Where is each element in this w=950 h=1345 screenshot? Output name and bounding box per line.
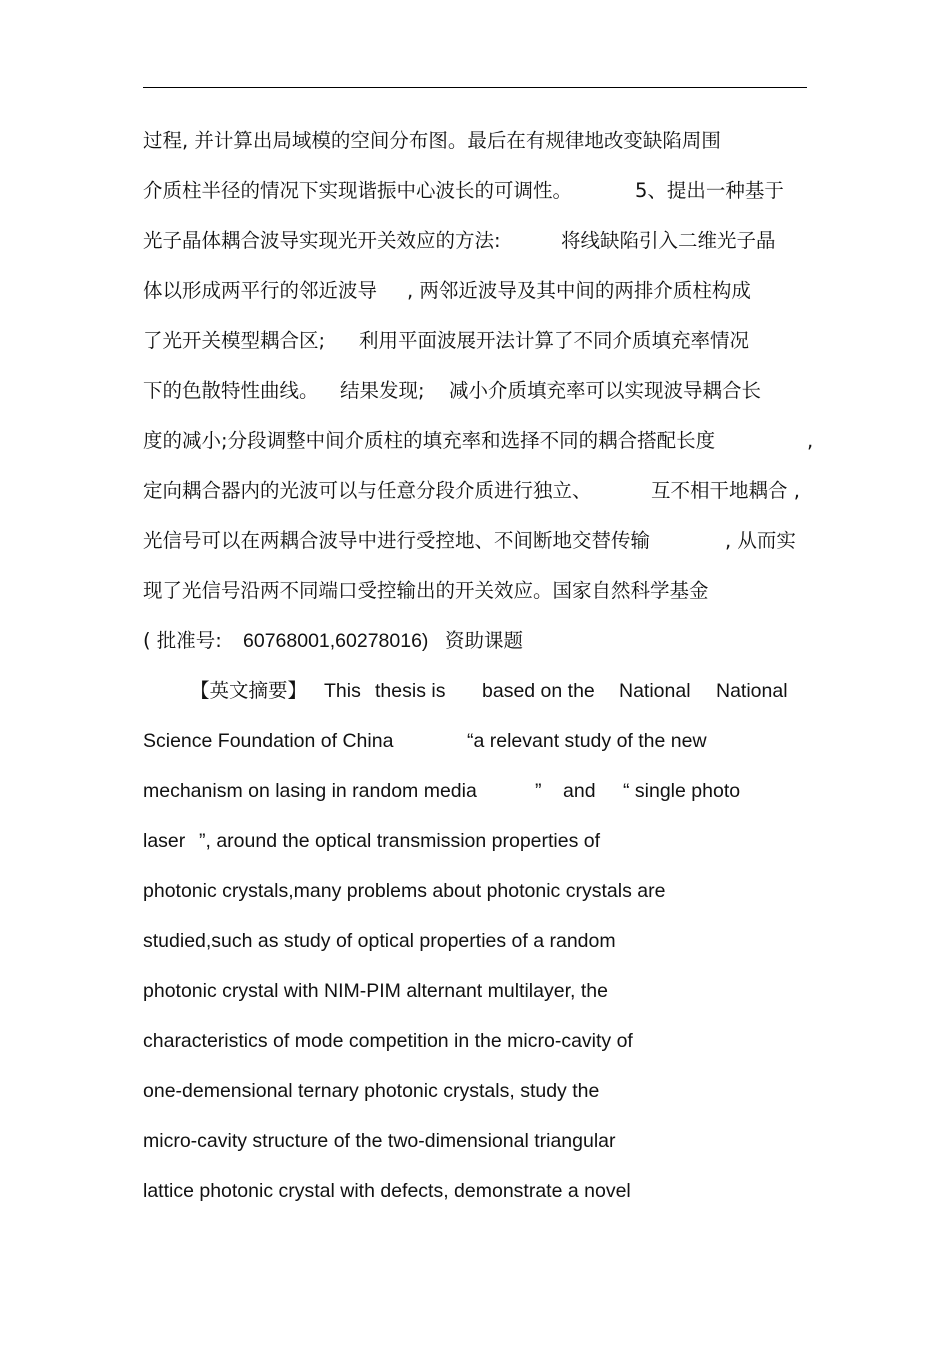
text-segment: 了光开关模型耦合区; bbox=[143, 329, 326, 352]
text-segment: 度的减小;分段调整中间介质柱的填充率和选择不同的耦合搭配长度 bbox=[143, 429, 716, 452]
text-segment: 互不相干地耦合 , bbox=[651, 479, 800, 502]
body-text-line: photonic crystal with NIM-PIM alternant multilayer, the bbox=[143, 980, 608, 1002]
text-segment: laser bbox=[143, 830, 186, 852]
text-segment: mechanism on lasing in random media bbox=[143, 780, 477, 802]
body-text-line bbox=[143, 629, 524, 653]
english-abstract-label: 【英文摘要】 bbox=[190, 679, 308, 702]
text-segment: 5、提出一种基于 bbox=[635, 179, 784, 202]
body-text-line: studied,such as study of optical properties of a random bbox=[143, 930, 616, 952]
text-segment: ”, around the optical transmission properties of bbox=[199, 830, 601, 852]
text-segment: 下的色散特性曲线。 bbox=[143, 379, 319, 402]
grant-numbers: 60768001,60278016) bbox=[243, 630, 429, 652]
body-text-line: one-demensional ternary photonic crystals, study the bbox=[143, 1080, 600, 1102]
body-text-line bbox=[143, 279, 751, 303]
text-segment: National bbox=[619, 680, 691, 702]
text-segment: 资助课题 bbox=[445, 629, 524, 652]
body-text-line bbox=[143, 229, 776, 253]
body-text-line: micro-cavity structure of the two-dimensional triangular bbox=[143, 1130, 616, 1152]
text-segment: , 从而实 bbox=[725, 529, 796, 552]
text-segment: 介质柱半径的情况下实现谐振中心波长的可调性。 bbox=[143, 179, 573, 202]
text-segment: and bbox=[563, 780, 596, 802]
text-segment: 利用平面波展开法计算了不同介质填充率情况 bbox=[359, 329, 750, 352]
body-text-line: characteristics of mode competition in the micro-cavity of bbox=[143, 1030, 633, 1052]
text-segment: ( 批准号: bbox=[143, 629, 222, 652]
body-text-line bbox=[143, 729, 707, 753]
body-text-line bbox=[143, 479, 800, 503]
text-segment: ” bbox=[535, 780, 542, 802]
text-segment: National bbox=[716, 680, 788, 702]
text-segment: “a relevant study of the new bbox=[467, 730, 707, 752]
text-segment: , 两邻近波导及其中间的两排介质柱构成 bbox=[407, 279, 751, 302]
body-text-line bbox=[143, 429, 814, 453]
text-segment: 光子晶体耦合波导实现光开关效应的方法: bbox=[143, 229, 501, 252]
body-text-line bbox=[143, 779, 741, 803]
text-segment: , bbox=[807, 429, 814, 452]
body-text-line bbox=[143, 329, 750, 353]
header-rule bbox=[143, 87, 807, 88]
text-segment: 体以形成两平行的邻近波导 bbox=[143, 279, 378, 302]
text-segment: “ single photo bbox=[623, 780, 741, 802]
text-segment: 减小介质填充率可以实现波导耦合长 bbox=[449, 379, 762, 402]
english-abstract-first-line bbox=[143, 679, 788, 703]
body-text-line bbox=[143, 529, 796, 553]
body-text-line: photonic crystals,many problems about photonic crystals are bbox=[143, 880, 666, 902]
text-segment: This bbox=[324, 680, 361, 702]
body-text-line bbox=[143, 379, 762, 403]
text-segment: 定向耦合器内的光波可以与任意分段介质进行独立、 bbox=[143, 479, 592, 502]
body-text-line bbox=[143, 829, 601, 853]
text-segment: Science Foundation of China bbox=[143, 730, 394, 752]
body-text-line bbox=[143, 179, 784, 203]
text-segment: based on the bbox=[482, 680, 595, 702]
text-segment: thesis is bbox=[375, 680, 446, 702]
body-text-line: 过程, 并计算出局域模的空间分布图。最后在有规律地改变缺陷周围 bbox=[143, 129, 721, 152]
body-text-line: 现了光信号沿两不同端口受控输出的开关效应。国家自然科学基金 bbox=[143, 579, 709, 602]
text-segment: 将线缺陷引入二维光子晶 bbox=[561, 229, 776, 252]
body-text-line: lattice photonic crystal with defects, demonstrate a novel bbox=[143, 1180, 631, 1202]
text-segment: 光信号可以在两耦合波导中进行受控地、不间断地交替传输 bbox=[143, 529, 651, 552]
text-segment: 结果发现; bbox=[340, 379, 425, 402]
